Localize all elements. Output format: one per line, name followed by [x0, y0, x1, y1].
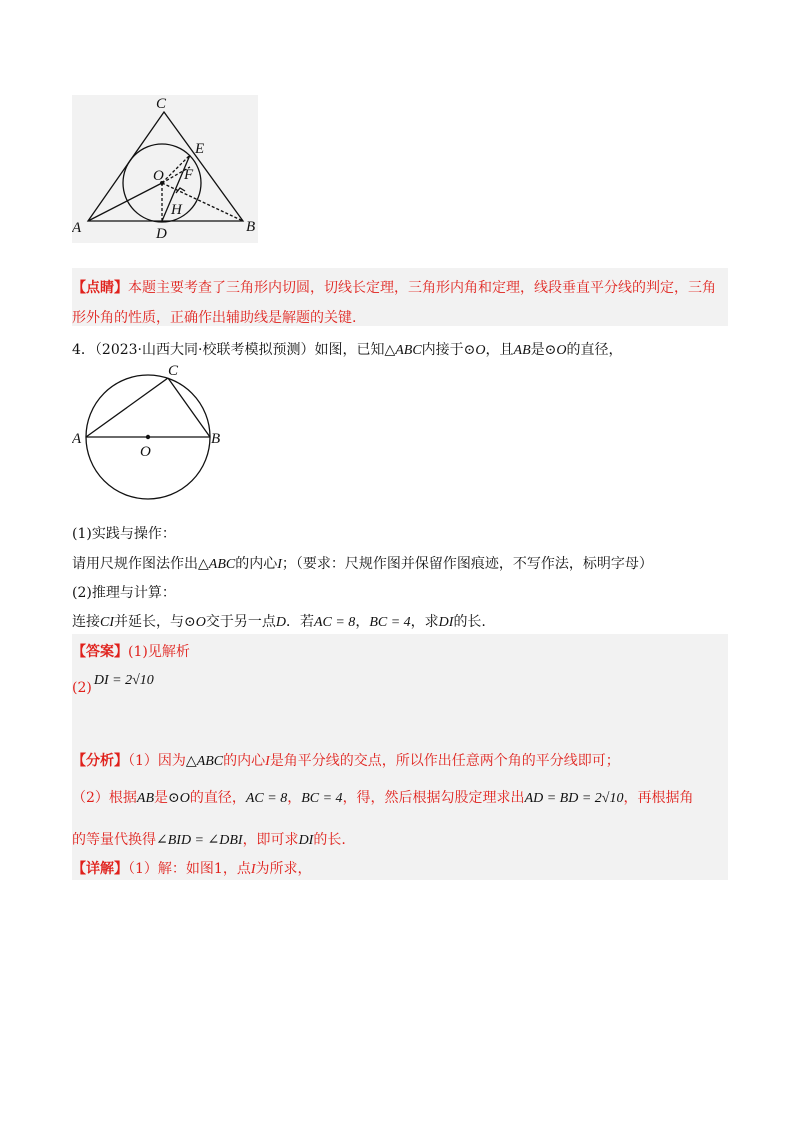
detail-text-b: ，点	[222, 861, 251, 877]
center-o-dot	[146, 435, 150, 439]
problem-stem-d: 是	[530, 342, 545, 358]
math-ci: CI	[100, 615, 114, 630]
part1-title: (1)实践与操作：	[72, 526, 176, 542]
part2-title: (2)推理与计算：	[72, 585, 176, 601]
detail-figure-number: 1	[213, 861, 223, 877]
part2-text	[72, 611, 486, 631]
detail-line1	[72, 858, 312, 878]
part2-text-b: 并延长，与	[114, 614, 184, 630]
part2-text-a: 连接	[72, 614, 100, 630]
chord-bc	[168, 378, 210, 437]
analysis-l3-b: ，即可求	[242, 832, 299, 848]
math-di: DI	[298, 833, 314, 848]
part1-text-b: 的内心	[235, 556, 278, 572]
math-angle-eq: ∠BID = ∠DBI	[156, 833, 243, 848]
analysis-l1-a: （1）因为	[128, 753, 186, 769]
problem-stem	[72, 339, 622, 359]
part1-text-a: 请用尺规作图法作出	[72, 556, 198, 572]
answer-2-eq: DI = 2√10	[93, 673, 154, 688]
analysis-line3	[72, 829, 346, 849]
analysis-l2-c: 的直径，	[189, 790, 246, 806]
answer-line2	[72, 672, 154, 696]
figure1-incircle-diagram	[72, 95, 262, 243]
figure2-circle-diagram	[72, 358, 232, 508]
dianjing-line2: 形外角的性质，正确作出辅助线是解题的关键.	[72, 310, 357, 326]
label-e: E	[195, 141, 205, 157]
math-circle-o-2: ⊙O	[544, 343, 567, 358]
analysis-l1-b: 的内心	[223, 753, 266, 769]
part2-sep: ，	[355, 614, 370, 630]
dianjing-tag: 【点睛】	[72, 280, 128, 296]
analysis-l2-sep: ，	[287, 790, 302, 806]
part1-text	[72, 553, 653, 573]
math-i: I	[277, 557, 282, 572]
analysis-tag: 【分析】	[72, 753, 128, 769]
analysis-l2-d: ，得，然后根据勾股定理求出	[342, 790, 525, 806]
math-circle-o: ⊙O	[463, 343, 486, 358]
detail-text-c: 为所求，	[255, 861, 312, 877]
math-ac-eq: AC = 8	[245, 791, 288, 806]
label-f: F	[184, 167, 194, 183]
math-triangle-abc: △ABC	[185, 754, 224, 769]
problem-stem-c: ，且	[485, 342, 514, 358]
analysis-line2	[72, 787, 693, 807]
analysis-line1	[72, 750, 620, 770]
part2-text-d: ．若	[285, 614, 314, 630]
problem-stem-b: 内接于	[421, 342, 464, 358]
part1-text-c: ；（要求：尺规作图并保留作图痕迹，不写作法，标明字母）	[281, 556, 653, 572]
label-b: B	[246, 219, 256, 235]
dianjing-text1: 本题主要考查了三角形内切圆，切线长定理，三角形内角和定理，线段垂直平分线的判定，三角	[128, 280, 716, 296]
problem-stem-e: 的直径，	[566, 342, 623, 358]
label-o: O	[140, 444, 151, 460]
dianjing-line1	[72, 277, 716, 297]
segment-ao	[88, 183, 162, 221]
problem-source: （2023·山西大同·校联考模拟预测）	[94, 342, 315, 358]
answer-1: (1)见解析	[128, 644, 190, 660]
math-ab: AB	[136, 791, 155, 806]
label-c: C	[168, 363, 179, 379]
math-ab: AB	[513, 343, 531, 358]
detail-tag: 【详解】	[72, 861, 128, 877]
analysis-l3-c: 的长.	[313, 832, 346, 848]
analysis-l2-b: 是	[154, 790, 169, 806]
part2-text-e: ，求	[410, 614, 439, 630]
chord-ac	[86, 378, 168, 437]
math-circle-o: ⊙O	[184, 615, 206, 630]
math-i: I	[250, 862, 256, 877]
label-a: A	[72, 220, 82, 236]
answer-line1	[72, 641, 190, 661]
math-triangle-abc: △ABC	[198, 557, 236, 572]
math-di: DI	[438, 615, 454, 630]
label-b: B	[211, 431, 221, 447]
math-ad-bd-eq: AD = BD = 2√10	[524, 791, 624, 806]
problem-number: 4．	[72, 342, 95, 358]
math-i: I	[265, 754, 270, 769]
math-d: D	[275, 615, 286, 630]
part2-text-f: 的长.	[453, 614, 486, 630]
analysis-l1-c: 是角平分线的交点，所以作出任意两个角的平分线即可；	[269, 753, 620, 769]
label-o: O	[153, 168, 164, 184]
analysis-l2-e: ，再根据角	[623, 790, 694, 806]
answer-tag: 【答案】	[72, 644, 128, 660]
math-ac-eq: AC = 8	[313, 615, 356, 630]
label-d: D	[156, 226, 167, 242]
math-bc-eq: BC = 4	[369, 615, 411, 630]
label-a: A	[72, 431, 82, 447]
label-h: H	[171, 202, 182, 218]
analysis-l2-a: （2）根据	[72, 790, 137, 806]
problem-stem-a: 如图，已知	[314, 342, 385, 358]
part2-text-c: 交于另一点	[205, 614, 276, 630]
triangle-abc	[88, 112, 243, 221]
math-circle-o: ⊙O	[168, 791, 190, 806]
label-c: C	[156, 96, 167, 112]
math-bc-eq: BC = 4	[301, 791, 343, 806]
answer-2-num: (2)	[72, 680, 92, 696]
detail-text-a: （1）解：如图	[128, 861, 214, 877]
math-triangle-abc: △ABC	[384, 343, 422, 358]
analysis-l3-a: 的等量代换得	[72, 832, 156, 848]
